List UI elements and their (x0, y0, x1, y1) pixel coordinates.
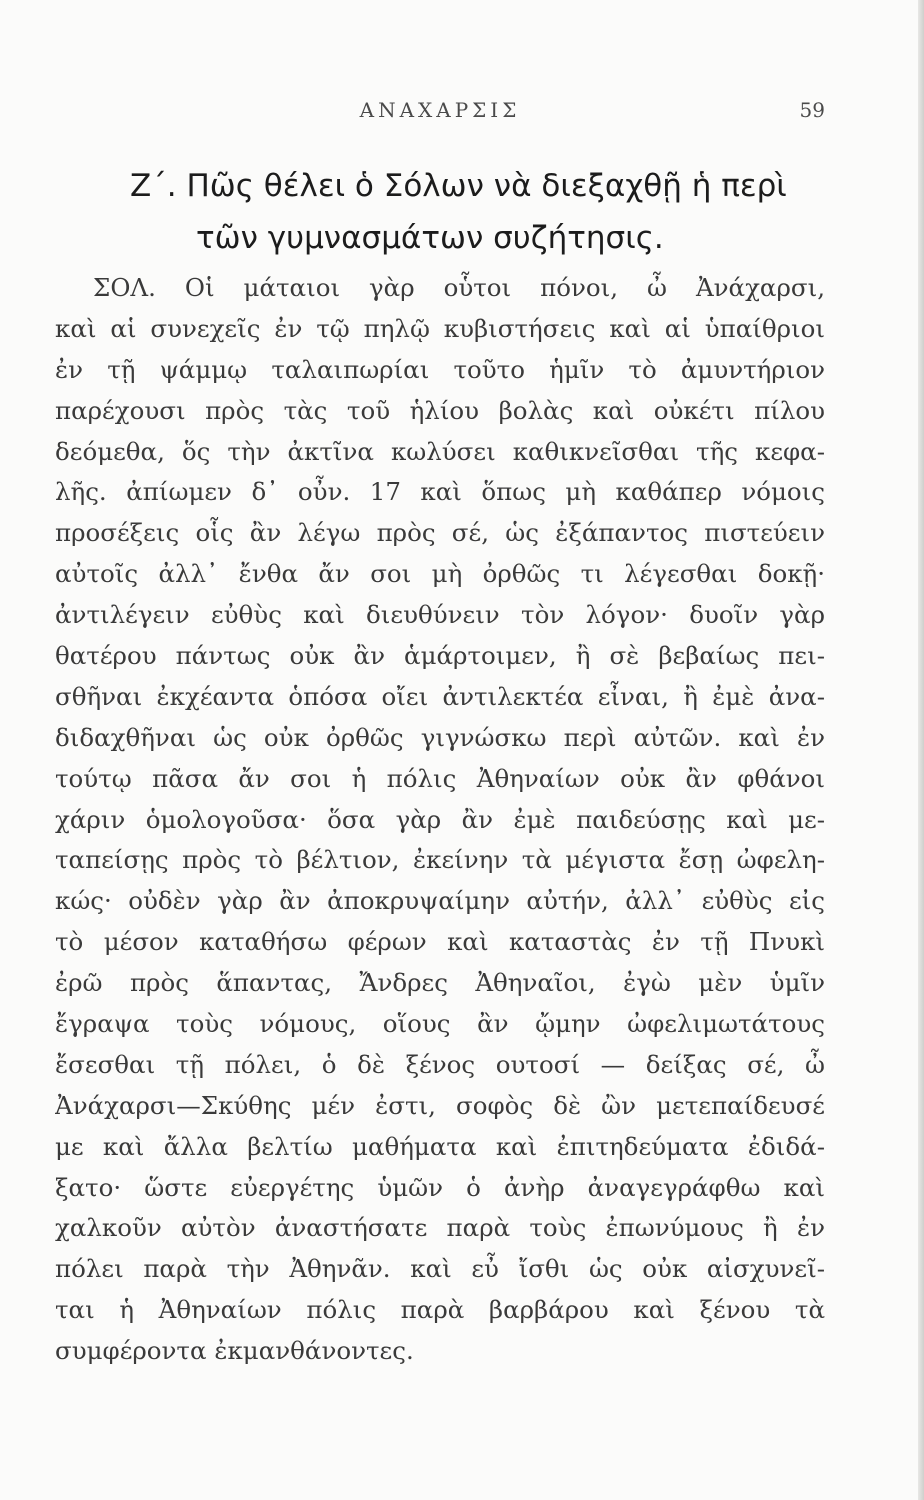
text-line: ται ἡ Ἀθηναίων πόλις παρὰ βαρβάρου καὶ ξένου τὰ (55, 1295, 825, 1325)
text-line: ἔσεσθαι τῇ πόλει, ὁ δὲ ξένος ουτοσί — δείξας σέ, ὦ (55, 1049, 825, 1079)
section-heading (60, 160, 840, 264)
text-line: συμφέροντα ἐκμανθάνοντες. (55, 1336, 414, 1366)
text-line: Ἀνάχαρσι—Σκύθης μέν ἐστι, σοφὸς δὲ ὢν μετεπαίδευσέ (55, 1090, 825, 1120)
text-line: διδαχθῆναι ὡς οὐκ ὀρθῶς γιγνώσκω περὶ αὐτῶν. καὶ ἐν (55, 722, 825, 752)
text-line: τούτῳ πᾶσα ἄν σοι ἡ πόλις Ἀθηναίων οὐκ ἂν φθάνοι (55, 763, 825, 793)
text-line: ἐν τῇ ψάμμῳ ταλαιπωρίαι τοῦτο ἡμῖν τὸ ἀμυντήριον (55, 354, 825, 384)
text-line: χαλκοῦν αὐτὸν ἀναστήσατε παρὰ τοὺς ἐπωνύμους ἢ ἐν (55, 1213, 825, 1243)
text-line: δεόμεθα, ὅς τὴν ἀκτῖνα κωλύσει καθικνεῖσθαι τῆς κεφα- (55, 436, 825, 466)
text-line: προσέξεις οἷς ἂν λέγω πρὸς σέ, ὡς ἐξάπαντος πιστεύειν (55, 518, 825, 548)
text-line: κώς· οὐδὲν γὰρ ἂν ἀποκρυψαίμην αὐτήν, ἀλλ᾿ εὐθὺς εἰς (55, 886, 825, 916)
page-number: 59 (799, 98, 825, 122)
text-line: με καὶ ἄλλα βελτίω μαθήματα καὶ ἐπιτηδεύματα ἐδιδά- (55, 1131, 825, 1161)
text-line: ΣΟΛ. Οἱ μάταιοι γὰρ οὗτοι πόνοι, ὦ Ἀνάχαρσι, (93, 273, 825, 302)
text-line: αὐτοῖς ἀλλ᾿ ἔνθα ἄν σοι μὴ ὀρθῶς τι λέγεσθαι δοκῇ· (55, 559, 825, 589)
text-line: ταπείσῃς πρὸς τὸ βέλτιον, ἐκείνην τὰ μέγιστα ἔσῃ ὠφελη- (55, 845, 825, 875)
text-line: ἔγραψα τοὺς νόμους, οἵους ἂν ᾤμην ὠφελιμωτάτους (55, 1009, 825, 1039)
text-line: παρέχουσι πρὸς τὰς τοῦ ἡλίου βολὰς καὶ οὐκέτι πίλου (55, 395, 825, 425)
text-line: ἐρῶ πρὸς ἅπαντας, Ἄνδρες Ἀθηναῖοι, ἐγὼ μὲν ὑμῖν (55, 968, 825, 998)
text-line: ἀντιλέγειν εὐθὺς καὶ διευθύνειν τὸν λόγον· δυοῖν γὰρ (55, 600, 825, 630)
running-head (55, 98, 825, 128)
running-head-title: ΑΝΑΧΑΡΣΙΣ (359, 98, 521, 122)
page-edge-shadow (918, 0, 924, 1500)
body-paragraph (55, 268, 825, 1372)
text-line: τὸ μέσον καταθήσω φέρων καὶ καταστὰς ἐν τῇ Πνυκὶ (55, 927, 825, 957)
text-line: ξατο· ὥστε εὐεργέτης ὑμῶν ὁ ἀνὴρ ἀναγεγράφθω καὶ (55, 1172, 825, 1202)
text-line: θατέρου πάντως οὐκ ἂν ἁμάρτοιμεν, ἢ σὲ βεβαίως πει- (55, 641, 825, 671)
text-line: πόλει παρὰ τὴν Ἀθηνᾶν. καὶ εὖ ἴσθι ὡς οὐκ αἰσχυνεῖ- (55, 1254, 825, 1284)
text-line: χάριν ὁμολογοῦσα· ὅσα γὰρ ἂν ἐμὲ παιδεύσῃς καὶ με- (55, 804, 825, 834)
text-line: σθῆναι ἐκχέαντα ὁπόσα οἴει ἀντιλεκτέα εἶναι, ἢ ἐμὲ ἀνα- (55, 681, 825, 711)
section-heading-line: τῶν γυμνασμάτων συζήτησις. (196, 220, 664, 256)
section-heading-line: Ζ΄. Πῶς θέλει ὁ Σόλων νὰ διεξαχθῇ ἡ περὶ (130, 168, 787, 204)
text-line: λῆς. ἀπίωμεν δ᾿ οὖν. 17 καὶ ὅπως μὴ καθάπερ νόμοις (55, 477, 825, 507)
text-line: καὶ αἱ συνεχεῖς ἐν τῷ πηλῷ κυβιστήσεις καὶ αἱ ὑπαίθριοι (55, 313, 825, 343)
